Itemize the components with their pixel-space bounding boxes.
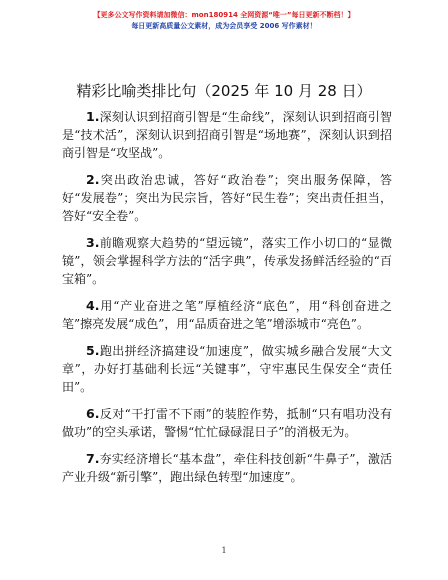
paragraph-text: 用“产业奋进之笔”厚植经济“底色”，用“科创奋进之笔”擦亮发展“成色”，用“品质奋进之笔”增添城市“亮色”。 <box>62 299 392 331</box>
document-title: 精彩比喻类排比句（2025 年 10 月 28 日） <box>76 82 372 100</box>
promo-banner <box>0 10 448 32</box>
paragraph-number: 2. <box>86 172 100 187</box>
page-number: 1 <box>221 546 227 555</box>
paragraph-text: 深刻认识到招商引智是“生命线”，深刻认识到招商引智是“技术活”，深刻认识到招商引智是“场地赛”，深刻认识到招商引智是“攻坚战”。 <box>62 110 392 160</box>
paragraph-number: 5. <box>86 343 100 358</box>
paragraph-text: 反对“干打雷不下雨”的装腔作势，抵制“只有唱功没有做功”的空头承诺，警惕“忙忙碌碌混日子”的消极无为。 <box>62 407 392 439</box>
paragraph-5 <box>62 342 392 396</box>
paragraph-text: 前瞻观察大趋势的“望远镜”，落实工作小切口的“显微镜”，领会掌握科学方法的“活字典”，传承发扬鲜活经验的“百宝箱”。 <box>62 236 392 286</box>
paragraph-number: 3. <box>86 235 100 250</box>
paragraph-text: 夯实经济增长“基本盘”，牵住科技创新“牛鼻子”，激活产业升级“新引擎”，跑出绿色转型“加速度”。 <box>62 452 392 484</box>
paragraph-number: 7. <box>86 451 100 466</box>
paragraph-1 <box>62 108 392 162</box>
paragraph-2 <box>62 171 392 225</box>
paragraph-7 <box>62 450 392 486</box>
paragraph-text: 跑出拼经济搞建设“加速度”，做实城乡融合发展“大文章”，办好打基础利长远“关键事”，守牢惠民生保安全“责任田”。 <box>62 344 392 394</box>
paragraph-number: 1. <box>86 109 100 124</box>
paragraph-number: 6. <box>86 406 100 421</box>
paragraph-4 <box>62 297 392 333</box>
promo-banner-line-1: 【更多公文写作资料请加微信：mon180914 全网资源“唯一”每日更新不断档！】 <box>93 11 355 19</box>
paragraph-6 <box>62 405 392 441</box>
paragraph-text: 突出政治忠诚，答好“政治卷”；突出服务保障，答好“发展卷”；突出为民宗旨，答好“民生卷”；突出责任担当，答好“安全卷”。 <box>62 173 392 223</box>
promo-banner-line-2: 每日更新高质量公文素材，成为会员享受 2006 写作素材！ <box>131 22 317 30</box>
paragraph-number: 4. <box>86 298 100 313</box>
document-body <box>62 108 392 495</box>
paragraph-3 <box>62 234 392 288</box>
